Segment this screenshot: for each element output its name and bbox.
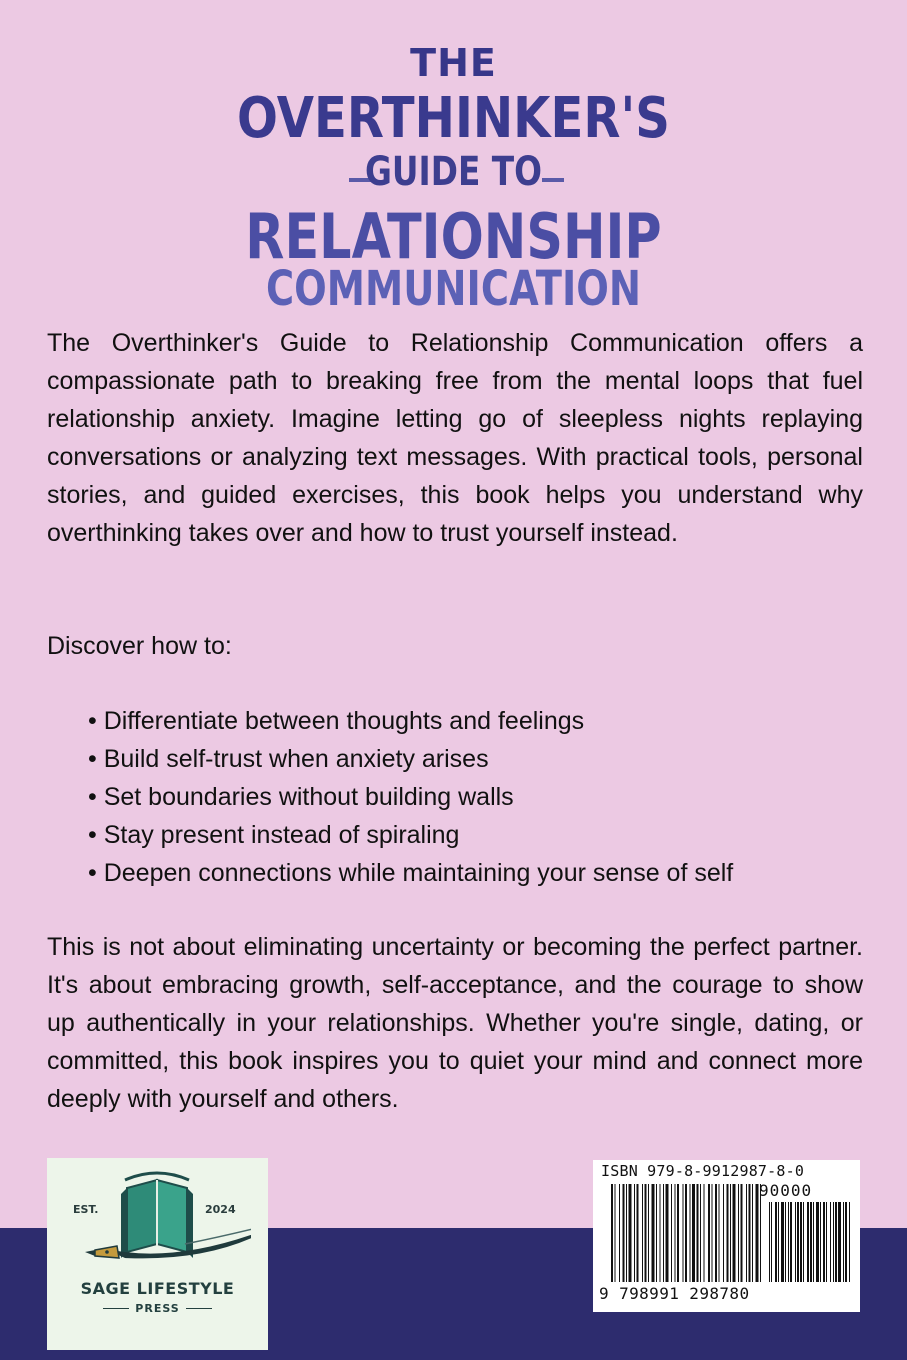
barcode-addon-bar — [833, 1202, 834, 1282]
description-paragraph-1: The Overthinker's Guide to Relationship Communication offers a compassionate path to breaking free from the mental loops that fuel relationship anxiety. Imagine letting go of sleepless nights replaying conversations or analyzing text messages. With practical tools, personal stories, and guided exercises, this book helps you understand why overthinking takes over and how to trust yourself instead. — [47, 329, 863, 547]
barcode-bar — [749, 1184, 751, 1282]
barcode-addon-bar — [797, 1202, 799, 1282]
barcode-bar — [690, 1184, 691, 1282]
barcode-addon-bar — [790, 1202, 792, 1282]
barcode-bar — [738, 1184, 739, 1282]
publisher-logo — [47, 1158, 268, 1350]
barcode-bar — [715, 1184, 717, 1282]
barcode-bar — [645, 1184, 647, 1282]
barcode-bar — [700, 1184, 701, 1282]
barcode-addon-bar — [813, 1202, 814, 1282]
title-line-guide-row — [0, 149, 907, 202]
barcode-addon-bar — [820, 1202, 821, 1282]
barcode-addon-bar — [769, 1202, 770, 1282]
barcode-bar — [677, 1184, 679, 1282]
barcode-bar — [634, 1184, 635, 1282]
list-item: • Deepen connections while maintaining your sense of self — [88, 854, 868, 892]
title-line-the: THE — [410, 41, 497, 85]
barcode-bar — [712, 1184, 713, 1282]
barcode-addon-bar — [795, 1202, 796, 1282]
barcode-bar — [675, 1184, 676, 1282]
barcode-addon-bar — [785, 1202, 786, 1282]
barcode-bar — [692, 1184, 695, 1282]
barcode-bar — [626, 1184, 627, 1282]
barcode-bar — [708, 1184, 710, 1282]
barcode-bar — [660, 1184, 661, 1282]
barcode-addon-bar — [826, 1202, 827, 1282]
publisher-subname: PRESS — [135, 1302, 180, 1315]
discover-heading: Discover how to: — [47, 632, 232, 660]
barcode-addon-bar — [807, 1202, 809, 1282]
barcode-addon-bar — [845, 1202, 847, 1282]
barcode-bar — [615, 1184, 616, 1282]
barcode-bar — [704, 1184, 705, 1282]
barcode-addon-bar — [823, 1202, 825, 1282]
barcode-ean-number: 9 798991 298780 — [599, 1284, 750, 1303]
barcode-addon-bar — [838, 1202, 841, 1282]
press-line-right — [186, 1308, 212, 1309]
barcode-addon-number: 90000 — [759, 1181, 813, 1200]
barcode-bar — [746, 1184, 747, 1282]
barcode-addon-bar — [843, 1202, 844, 1282]
barcode-addon-bar — [803, 1202, 804, 1282]
title-line-overthinkers: OVERTHINKER'S — [237, 86, 670, 151]
list-item: • Stay present instead of spiraling — [88, 816, 868, 854]
book-quill-icon — [65, 1166, 251, 1278]
barcode-bar — [752, 1184, 753, 1282]
title-dash-right — [542, 178, 564, 182]
benefits-list — [88, 702, 868, 892]
barcode-bar — [666, 1184, 669, 1282]
barcode-addon-bar — [775, 1202, 777, 1282]
isbn-barcode — [593, 1160, 860, 1312]
list-item: • Build self-trust when anxiety arises — [88, 740, 868, 778]
barcode-bar — [642, 1184, 643, 1282]
est-year: 2024 — [205, 1203, 236, 1216]
title-line-relationship: RELATIONSHIP — [245, 200, 662, 273]
barcode-bar — [727, 1184, 729, 1282]
list-item: • Differentiate between thoughts and feelings — [88, 702, 868, 740]
barcode-bar — [663, 1184, 664, 1282]
barcode-bar — [683, 1184, 684, 1282]
barcode-addon-bar — [788, 1202, 789, 1282]
barcode-bar — [733, 1184, 736, 1282]
description-paragraph-2: This is not about eliminating uncertainty or becoming the perfect partner. It's about embracing growth, self-acceptance, and the courage to show up authentically in your relationships. Whether you're single, dating, or committed, this book inspires you to quiet your mind and connect more deeply with yourself and others. — [47, 933, 863, 1113]
barcode-bar — [652, 1184, 655, 1282]
barcode-addon-bar — [778, 1202, 779, 1282]
isbn-text: ISBN 979-8-9912987-8-0 — [601, 1162, 805, 1180]
barcode-bar — [629, 1184, 632, 1282]
barcode-bar — [719, 1184, 720, 1282]
barcode-addon-bar — [816, 1202, 819, 1282]
barcode-addon-bar — [830, 1202, 831, 1282]
est-label: EST. — [73, 1203, 99, 1216]
barcode-bar — [723, 1184, 724, 1282]
barcode-bar — [685, 1184, 687, 1282]
barcode-bar — [611, 1184, 613, 1282]
list-item: • Set boundaries without building walls — [88, 778, 868, 816]
barcode-addon-bar — [781, 1202, 784, 1282]
barcode-bar — [648, 1184, 649, 1282]
barcode-addon-bar — [810, 1202, 812, 1282]
barcode-bar — [730, 1184, 731, 1282]
title-line-guide-to: GUIDE TO — [364, 149, 543, 195]
title-line-communication: COMMUNICATION — [265, 261, 642, 317]
barcode-bar — [741, 1184, 743, 1282]
barcode-bar — [671, 1184, 672, 1282]
barcode-addon-bar — [835, 1202, 837, 1282]
barcode-bar — [637, 1184, 639, 1282]
barcode-addon-bar — [849, 1202, 850, 1282]
publisher-name: SAGE LIFESTYLE — [80, 1279, 235, 1298]
barcode-bar — [623, 1184, 625, 1282]
barcode-bar — [656, 1184, 657, 1282]
barcode-bar — [697, 1184, 699, 1282]
barcode-addon-bar — [800, 1202, 802, 1282]
barcode-bar — [619, 1184, 620, 1282]
barcode-addon-bar — [771, 1202, 772, 1282]
